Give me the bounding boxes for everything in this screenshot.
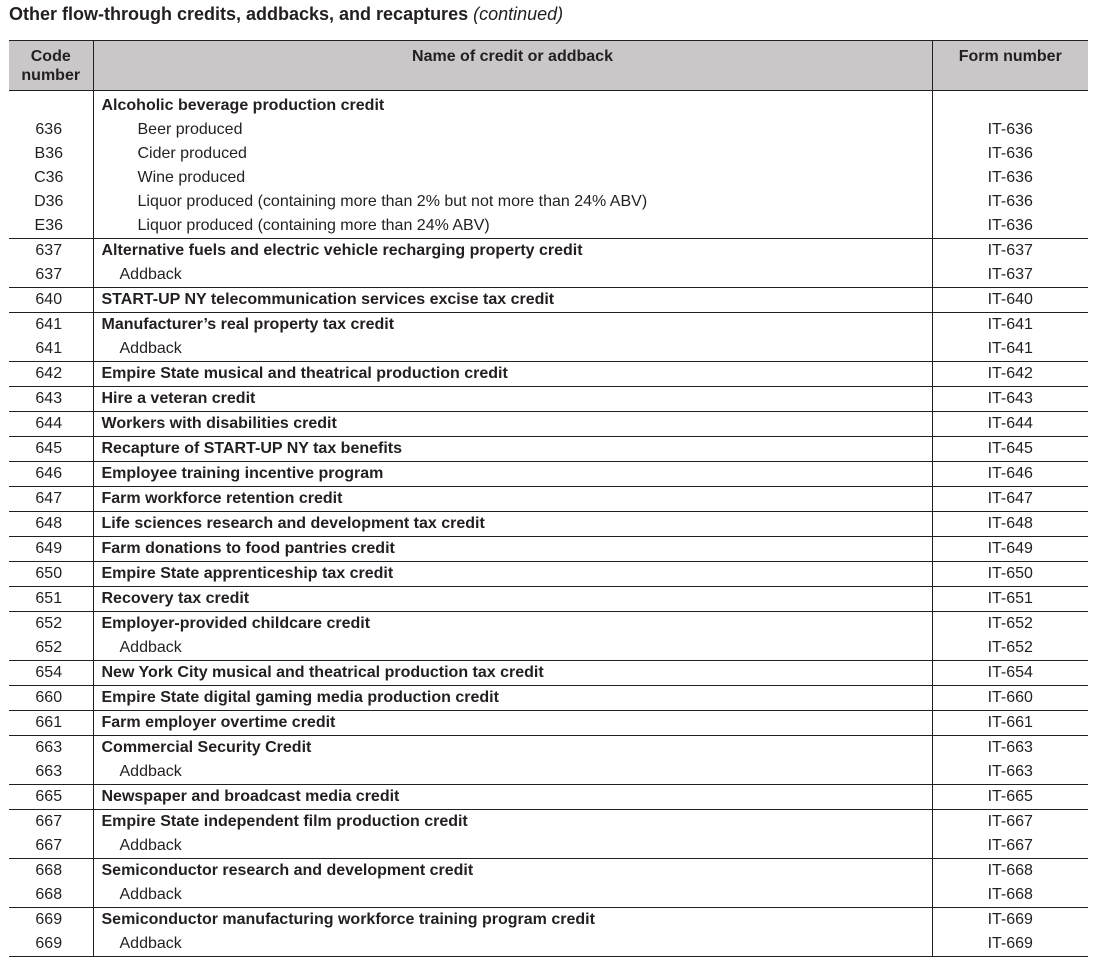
header-form-number: Form number xyxy=(932,41,1088,91)
name-cell: Life sciences research and development tax credit xyxy=(93,512,932,537)
title-main: Other flow-through credits, addbacks, and recaptures xyxy=(9,4,469,24)
code-cell: D36 xyxy=(9,190,93,214)
code-cell: 652 xyxy=(9,612,93,637)
code-cell: 649 xyxy=(9,537,93,562)
name-cell: Workers with disabilities credit xyxy=(93,412,932,437)
name-cell: New York City musical and theatrical production tax credit xyxy=(93,661,932,686)
name-cell: Semiconductor manufacturing workforce training program credit xyxy=(93,908,932,933)
table-row xyxy=(9,686,1088,711)
code-cell: 663 xyxy=(9,760,93,785)
form-cell: IT-637 xyxy=(932,239,1088,264)
name-cell: Liquor produced (containing more than 24% ABV) xyxy=(93,214,932,239)
name-cell: Farm employer overtime credit xyxy=(93,711,932,736)
form-cell: IT-663 xyxy=(932,736,1088,761)
code-cell: 644 xyxy=(9,412,93,437)
form-cell: IT-667 xyxy=(932,810,1088,835)
name-cell: Empire State independent film production credit xyxy=(93,810,932,835)
form-cell: IT-646 xyxy=(932,462,1088,487)
name-cell: Semiconductor research and development credit xyxy=(93,859,932,884)
table-row xyxy=(9,387,1088,412)
name-cell: Cider produced xyxy=(93,142,932,166)
name-cell: Farm donations to food pantries credit xyxy=(93,537,932,562)
name-cell: Liquor produced (containing more than 2% but not more than 24% ABV) xyxy=(93,190,932,214)
code-cell: 641 xyxy=(9,337,93,362)
table-row xyxy=(9,313,1088,338)
code-cell: 648 xyxy=(9,512,93,537)
code-cell: 667 xyxy=(9,810,93,835)
code-cell: 652 xyxy=(9,636,93,661)
form-cell: IT-663 xyxy=(987,763,1033,780)
form-cell: IT-640 xyxy=(932,288,1088,313)
code-cell: E36 xyxy=(9,214,93,239)
form-cell: IT-669 xyxy=(932,908,1088,933)
name-cell: Addback xyxy=(93,883,932,908)
name-cell: Alternative fuels and electric vehicle recharging property credit xyxy=(93,239,932,264)
code-cell: 651 xyxy=(9,587,93,612)
code-cell: 665 xyxy=(9,785,93,810)
form-cell: IT-668 xyxy=(932,859,1088,884)
code-cell: 640 xyxy=(9,288,93,313)
code-cell: 669 xyxy=(9,908,93,933)
code-cell: 668 xyxy=(9,883,93,908)
table-row xyxy=(9,537,1088,562)
code-cell: 642 xyxy=(9,362,93,387)
name-cell: Hire a veteran credit xyxy=(93,387,932,412)
code-cell: 641 xyxy=(9,313,93,338)
form-cell: IT-648 xyxy=(932,512,1088,537)
name-cell: Wine produced xyxy=(93,166,932,190)
form-cell: IT-660 xyxy=(932,686,1088,711)
title-continued: (continued) xyxy=(473,4,564,24)
table-row xyxy=(9,636,1088,661)
table-row xyxy=(9,736,1088,761)
name-cell: Empire State musical and theatrical production credit xyxy=(93,362,932,387)
table-row xyxy=(9,512,1088,537)
form-cell: IT-647 xyxy=(932,487,1088,512)
form-cell: IT-641 xyxy=(932,313,1088,338)
form-cell: IT-667 xyxy=(987,837,1033,854)
table-row xyxy=(9,487,1088,512)
name-cell: Employer-provided childcare credit xyxy=(93,612,932,637)
code-cell: 645 xyxy=(9,437,93,462)
code-cell: 667 xyxy=(9,834,93,859)
form-cell: IT-651 xyxy=(932,587,1088,612)
form-cell: IT-649 xyxy=(932,537,1088,562)
table-row xyxy=(9,612,1088,637)
code-cell: 646 xyxy=(9,462,93,487)
name-cell: Manufacturer’s real property tax credit xyxy=(93,313,932,338)
name-cell: Addback xyxy=(93,834,932,859)
table-row xyxy=(9,288,1088,313)
code-cell: 668 xyxy=(9,859,93,884)
table-row xyxy=(9,562,1088,587)
form-cell: IT-637 xyxy=(987,266,1033,283)
table-row xyxy=(9,118,1088,142)
code-cell: 660 xyxy=(9,686,93,711)
form-cell xyxy=(932,91,1088,119)
name-cell: Farm workforce retention credit xyxy=(93,487,932,512)
name-cell: Empire State apprenticeship tax credit xyxy=(93,562,932,587)
table-body xyxy=(9,91,1088,957)
table-row xyxy=(9,263,1088,288)
code-cell: 636 xyxy=(9,118,93,142)
header-code-number: Code number xyxy=(9,41,93,91)
code-cell: 643 xyxy=(9,387,93,412)
table-row xyxy=(9,908,1088,933)
form-cell: IT-644 xyxy=(932,412,1088,437)
code-cell: 650 xyxy=(9,562,93,587)
table-row xyxy=(9,142,1088,166)
table-row xyxy=(9,362,1088,387)
credits-table xyxy=(9,40,1088,957)
name-cell: Addback xyxy=(93,932,932,957)
table-row xyxy=(9,810,1088,835)
name-cell: Empire State digital gaming media production credit xyxy=(93,686,932,711)
form-cell: IT-665 xyxy=(932,785,1088,810)
form-cell: IT-669 xyxy=(932,932,1088,957)
table-row xyxy=(9,412,1088,437)
code-cell: 637 xyxy=(9,263,93,288)
form-cell: IT-636 xyxy=(987,217,1033,234)
table-row xyxy=(9,883,1088,908)
code-cell: 663 xyxy=(9,736,93,761)
code-cell xyxy=(9,91,93,119)
name-cell: START-UP NY telecommunication services excise tax credit xyxy=(93,288,932,313)
name-cell: Commercial Security Credit xyxy=(93,736,932,761)
code-cell: 669 xyxy=(9,932,93,957)
name-cell: Alcoholic beverage production credit xyxy=(93,91,932,119)
form-cell: IT-645 xyxy=(932,437,1088,462)
form-cell: IT-652 xyxy=(932,612,1088,637)
header-name-of-credit: Name of credit or addback xyxy=(93,41,932,91)
form-cell: IT-636 xyxy=(987,121,1033,138)
name-cell: Addback xyxy=(93,263,932,288)
code-cell: C36 xyxy=(9,166,93,190)
name-cell: Addback xyxy=(93,636,932,661)
name-cell: Recapture of START-UP NY tax benefits xyxy=(93,437,932,462)
table-row xyxy=(9,214,1088,239)
table-row xyxy=(9,932,1088,957)
form-cell: IT-643 xyxy=(932,387,1088,412)
table-row xyxy=(9,711,1088,736)
table-row xyxy=(9,190,1088,214)
code-cell: 661 xyxy=(9,711,93,736)
table-row xyxy=(9,437,1088,462)
code-cell: B36 xyxy=(9,142,93,166)
name-cell: Addback xyxy=(93,337,932,362)
name-cell: Newspaper and broadcast media credit xyxy=(93,785,932,810)
name-cell: Employee training incentive program xyxy=(93,462,932,487)
table-header-row xyxy=(9,41,1088,91)
form-cell: IT-654 xyxy=(932,661,1088,686)
form-cell: IT-642 xyxy=(932,362,1088,387)
form-cell: IT-650 xyxy=(932,562,1088,587)
table-row xyxy=(9,91,1088,119)
table-row xyxy=(9,760,1088,785)
form-cell: IT-652 xyxy=(987,639,1033,656)
code-cell: 647 xyxy=(9,487,93,512)
table-row xyxy=(9,462,1088,487)
table-row xyxy=(9,785,1088,810)
form-cell: IT-661 xyxy=(932,711,1088,736)
table-row xyxy=(9,166,1088,190)
name-cell: Recovery tax credit xyxy=(93,587,932,612)
table-row xyxy=(9,239,1088,264)
form-cell: IT-636 xyxy=(987,169,1033,186)
table-row xyxy=(9,859,1088,884)
code-cell: 637 xyxy=(9,239,93,264)
table-row xyxy=(9,834,1088,859)
form-cell: IT-641 xyxy=(987,340,1033,357)
table-row xyxy=(9,661,1088,686)
name-cell: Addback xyxy=(93,760,932,785)
form-cell: IT-668 xyxy=(987,886,1033,903)
page-title xyxy=(9,2,563,26)
table-row xyxy=(9,587,1088,612)
code-cell: 654 xyxy=(9,661,93,686)
form-cell: IT-636 xyxy=(987,145,1033,162)
table-row xyxy=(9,337,1088,362)
name-cell: Beer produced xyxy=(93,118,932,142)
form-cell: IT-636 xyxy=(987,193,1033,210)
